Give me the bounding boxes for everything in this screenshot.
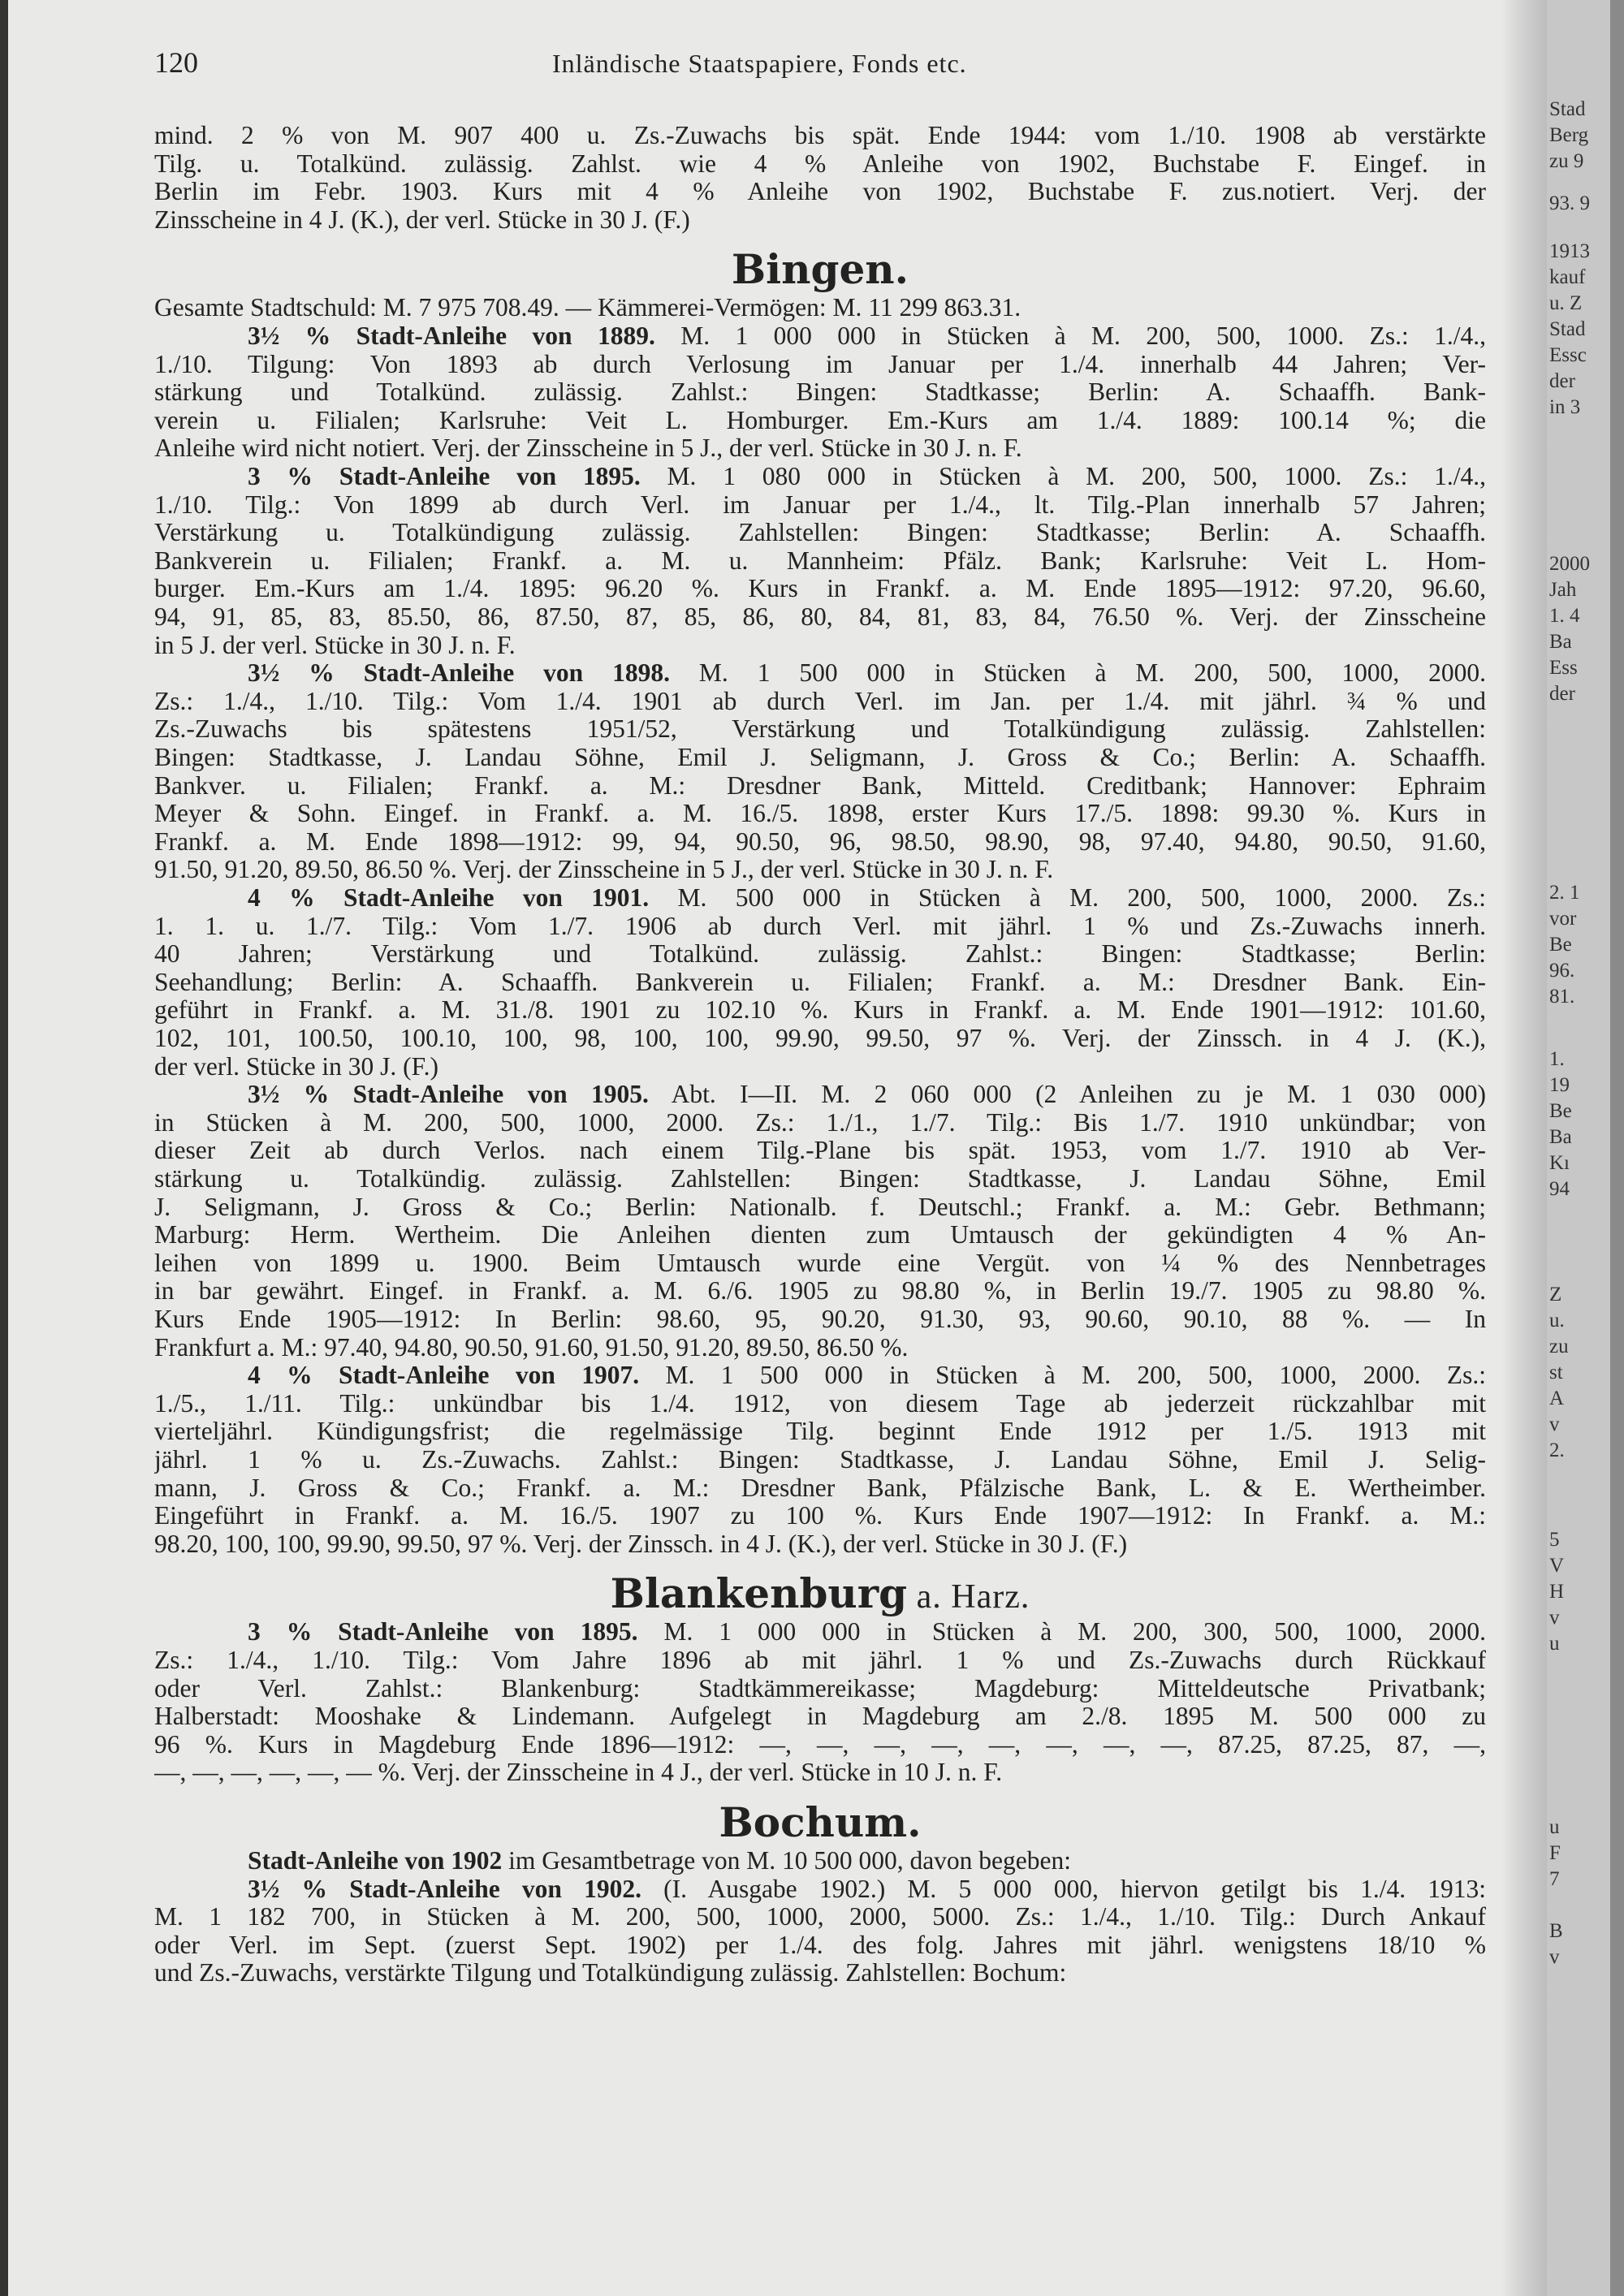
text-line: Bankverein u. Filialen; Frankf. a. M. u. Mannheim: Pfälz. Bank; Karlsruhe: Veit L. Hom- — [154, 547, 1486, 575]
adjacent-page-fragment: Stad — [1549, 318, 1586, 340]
adjacent-page-fragment: H — [1549, 1581, 1565, 1603]
text-line: dieser Zeit ab durch Verlos. nach einem Tilg.-Plane bis spät. 1953, vom 1./7. 1910 ab Ver- — [154, 1137, 1486, 1164]
text-line: jährl. 1 % u. Zs.-Zuwachs. Zahlst.: Bingen: Stadtkasse, J. Landau Söhne, Emil J. Selig- — [154, 1446, 1486, 1474]
text-line: mind. 2 % von M. 907 400 u. Zs.-Zuwachs bis spät. Ende 1944: vom 1./10. 1908 ab verstärkte — [154, 122, 1486, 149]
loan-title: 3 % Stadt-Anleihe von 1895. — [248, 1618, 638, 1646]
text-line: mann, J. Gross & Co.; Frankf. a. M.: Dresdner Bank, Pfälzische Bank, L. & E. Wertheimber. — [154, 1474, 1486, 1502]
adjacent-page-fragment: kauf — [1549, 266, 1586, 288]
text-line: 98.20, 100, 100, 99.90, 99.50, 97 %. Verj. der Zinssch. in 4 J. (K.), der verl. Stücke in 30 J. (F.) — [154, 1530, 1128, 1558]
loan-text: M. 1 500 000 in Stücken à M. 200, 500, 1000, 2000. Zs.: — [639, 1362, 1486, 1389]
text-line: M. 1 182 700, in Stücken à M. 200, 500, 1000, 2000, 5000. Zs.: 1./4., 1./10. Tilg.: Durch Ankauf — [154, 1903, 1486, 1931]
text-line: Marburg: Herm. Wertheim. Die Anleihen dienten zum Umtausch der gekündigten 4 % An- — [154, 1221, 1486, 1249]
text-line: 1. 1. u. 1./7. Tilg.: Vom 1./7. 1906 ab durch Verl. mit jährl. 1 % und Zs.-Zuwachs innerh. — [154, 913, 1486, 940]
loan-text: im Gesamtbetrage von M. 10 500 000, davon begeben: — [502, 1847, 1072, 1875]
text-line: J. Seligmann, J. Gross & Co.; Berlin: Nationalb. f. Deutschl.; Frankf. a. M.: Gebr. Bethmann; — [154, 1193, 1486, 1221]
text-line: stärkung u. Totalkündig. zulässig. Zahlstellen: Bingen: Stadtkasse, J. Landau Söhne, Emil — [154, 1165, 1486, 1193]
text-line: Meyer & Sohn. Eingef. in Frankf. a. M. 16./5. 1898, erster Kurs 17./5. 1898: 99.30 %. Kurs in — [154, 800, 1486, 827]
adjacent-page-fragment: 5 — [1549, 1529, 1560, 1551]
text-line: Zs.: 1./4., 1./10. Tilg.: Vom 1./4. 1901 ab durch Verl. im Jan. per 1./4. mit jährl. ¾ % und — [154, 688, 1486, 715]
text-line: Frankfurt a. M.: 97.40, 94.80, 90.50, 91.60, 91.50, 91.20, 89.50, 86.50 %. — [154, 1334, 909, 1362]
loan-entry — [248, 1362, 1486, 1389]
loan-text: Abt. I—II. M. 2 060 000 (2 Anleihen zu je M. 1 030 000) — [648, 1081, 1486, 1108]
text-line: 1./10. Tilgung: Von 1893 ab durch Verlosung im Januar per 1./4. innerhalb 44 Jahren; Ver- — [154, 351, 1486, 378]
loan-entry — [248, 1875, 1486, 1903]
text-line: Zinsscheine in 4 J. (K.), der verl. Stücke in 30 J. (F.) — [154, 206, 690, 234]
text-line: Kurs Ende 1905—1912: In Berlin: 98.60, 95, 90.20, 91.30, 93, 90.60, 90.10, 88 %. — In — [154, 1306, 1486, 1333]
city-heading — [154, 1569, 1486, 1618]
text-line: 1./5., 1./11. Tilg.: unkündbar bis 1./4. 1912, von diesem Tage ab jederzeit rückzahlbar mit — [154, 1390, 1486, 1418]
adjacent-page-fragment: vor — [1549, 908, 1577, 930]
text-line: 96 %. Kurs in Magdeburg Ende 1896—1912: —, —, —, —, —, —, —, —, 87.25, 87.25, 87, —, — [154, 1731, 1486, 1759]
loan-title: 4 % Stadt-Anleihe von 1907. — [248, 1362, 640, 1389]
adjacent-page-fragment: v — [1549, 1413, 1560, 1435]
adjacent-page-fragment: Ess — [1549, 657, 1578, 679]
loan-entry — [248, 884, 1486, 912]
adjacent-page-fragment: A — [1549, 1388, 1565, 1409]
adjacent-page-fragment: 1. — [1549, 1048, 1565, 1070]
adjacent-page-fragment: Be — [1549, 1100, 1572, 1122]
adjacent-page-fragment: der — [1549, 683, 1575, 705]
adjacent-page-fragment: 2. 1 — [1549, 882, 1580, 904]
adjacent-page-fragment: u. Z — [1549, 292, 1583, 314]
adjacent-page-fragment: Berg — [1549, 124, 1589, 146]
city-name: Blankenburg — [610, 1569, 908, 1617]
text-line: der verl. Stücke in 30 J. (F.) — [154, 1053, 439, 1081]
adjacent-page-fragment: Stad — [1549, 98, 1586, 120]
adjacent-page-fragment: F — [1549, 1842, 1561, 1864]
text-line: 1./10. Tilg.: Von 1899 ab durch Verl. im Januar per 1./4., lt. Tilg.-Plan innerhalb 57 Jahren; — [154, 491, 1486, 519]
text-line: in Stücken à M. 200, 500, 1000, 2000. Zs.: 1./1., 1./7. Tilg.: Bis 1./7. 1910 unkündbar; von — [154, 1109, 1486, 1137]
adjacent-page-fragment: st — [1549, 1362, 1563, 1383]
running-title: Inländische Staatspapiere, Fonds etc. — [552, 49, 967, 78]
adjacent-page-fragment: Z — [1549, 1284, 1562, 1306]
text-line: Gesamte Stadtschuld: M. 7 975 708.49. — Kämmerei-Vermögen: M. 11 299 863.31. — [154, 294, 1021, 322]
running-header — [154, 45, 1486, 86]
loan-text: M. 1 000 000 in Stücken à M. 200, 500, 1000. Zs.: 1./4., — [654, 322, 1486, 350]
loan-entry — [248, 463, 1486, 490]
adjacent-page-fragment: zu 9 — [1549, 150, 1584, 172]
loan-text: M. 1 500 000 in Stücken à M. 200, 500, 1000, 2000. — [669, 659, 1486, 687]
text-line: in bar gewährt. Eingef. in Frankf. a. M. 6./6. 1905 zu 98.80 %, in Berlin 19./7. 1905 zu 98.80 %. — [154, 1277, 1486, 1305]
text-line: Bankver. u. Filialen; Frankf. a. M.: Dresdner Bank, Mitteld. Creditbank; Hannover: Ephraim — [154, 772, 1486, 800]
adjacent-page-fragment: 19 — [1549, 1074, 1570, 1096]
text-line: Tilg. u. Totalkünd. zulässig. Zahlst. wie 4 % Anleihe von 1902, Buchstabe F. Eingef. in — [154, 150, 1486, 178]
loan-title: 3½ % Stadt-Anleihe von 1902. — [248, 1875, 641, 1903]
adjacent-page-fragment: Essc — [1549, 344, 1587, 366]
adjacent-page-fragment: Jah — [1549, 579, 1577, 601]
adjacent-page-fragment: v — [1549, 1607, 1560, 1629]
adjacent-page-fragment: 7 — [1549, 1868, 1560, 1890]
loan-title: 3 % Stadt-Anleihe von 1895. — [248, 463, 641, 490]
loan-entry — [248, 1081, 1486, 1108]
adjacent-page-fragment: u. — [1549, 1310, 1565, 1331]
adjacent-page-fragment: 93. 9 — [1549, 192, 1590, 214]
page-number: 120 — [154, 46, 198, 79]
text-line: in 5 J. der verl. Stücke in 30 J. n. F. — [154, 632, 516, 659]
city-heading — [154, 245, 1486, 294]
text-line: burger. Em.-Kurs am 1./4. 1895: 96.20 %. Kurs in Frankf. a. M. Ende 1895—1912: 97.20, 96.60, — [154, 575, 1486, 602]
text-line: Berlin im Febr. 1903. Kurs mit 4 % Anleihe von 1902, Buchstabe F. zus.notiert. Verj. der — [154, 178, 1486, 205]
text-line: stärkung und Totalkünd. zulässig. Zahlst.: Bingen: Stadtkasse; Berlin: A. Schaaffh. Bank- — [154, 378, 1486, 406]
adjacent-page-fragment: 1. 4 — [1549, 605, 1580, 627]
text-line: verein u. Filialen; Karlsruhe: Veit L. Homburger. Em.-Kurs am 1./4. 1889: 100.14 %; die — [154, 407, 1486, 434]
city-name: Bingen. — [731, 245, 909, 293]
adjacent-page-strip — [1547, 0, 1624, 2296]
loan-entry — [248, 659, 1486, 687]
city-name: Bochum. — [719, 1798, 922, 1846]
adjacent-page-fragment: in 3 — [1549, 396, 1581, 418]
text-line: oder Verl. im Sept. (zuerst Sept. 1902) per 1./4. des folg. Jahres mit jährl. wenigstens 18/10 % — [154, 1931, 1486, 1959]
text-line: vierteljährl. Kündigungsfrist; die regelmässige Tilg. beginnt Ende 1912 per 1./5. 1913 mit — [154, 1418, 1486, 1445]
loan-entry — [248, 1847, 1486, 1875]
text-line: Seehandlung; Berlin: A. Schaaffh. Bankverein u. Filialen; Frankf. a. M.: Dresdner Bank. Ein- — [154, 969, 1486, 996]
adjacent-page-fragment: Be — [1549, 934, 1572, 956]
city-heading — [154, 1798, 1486, 1847]
adjacent-page-fragment: Kı — [1549, 1152, 1570, 1174]
adjacent-page-fragment: Ba — [1549, 631, 1572, 653]
text-line: Zs.: 1./4., 1./10. Tilg.: Vom Jahre 1896 ab mit jährl. 1 % und Zs.-Zuwachs durch Rückkauf — [154, 1646, 1486, 1674]
adjacent-page-fragment: u — [1549, 1633, 1560, 1655]
adjacent-page-fragment: Ba — [1549, 1126, 1572, 1148]
text-line: Verstärkung u. Totalkündigung zulässig. Zahlstellen: Bingen: Stadtkasse; Berlin: A. Schaaffh. — [154, 519, 1486, 546]
text-line: leihen von 1899 u. 1900. Beim Umtausch wurde eine Vergüt. von ¼ % des Nennbetrages — [154, 1249, 1486, 1277]
loan-title: 4 % Stadt-Anleihe von 1901. — [248, 884, 650, 912]
adjacent-page-fragment: 2. — [1549, 1439, 1565, 1461]
text-line: und Zs.-Zuwachs, verstärkte Tilgung und Totalkündigung zulässig. Zahlstellen: Bochum: — [154, 1959, 1067, 1987]
adjacent-page-fragment: zu — [1549, 1336, 1569, 1357]
text-line: —, —, —, —, —, — %. Verj. der Zinsscheine in 4 J., der verl. Stücke in 10 J. n. F. — [154, 1759, 1003, 1786]
loan-text: M. 1 080 000 in Stücken à M. 200, 500, 1000. Zs.: 1./4., — [640, 463, 1486, 490]
adjacent-page-fragment: V — [1549, 1555, 1565, 1577]
adjacent-page-fragment: 94 — [1549, 1178, 1570, 1200]
text-line: oder Verl. Zahlst.: Blankenburg: Stadtkämmereikasse; Magdeburg: Mitteldeutsche Privatbank; — [154, 1675, 1486, 1703]
adjacent-page-fragment: 1913 — [1549, 240, 1590, 262]
loan-text: (I. Ausgabe 1902.) M. 5 000 000, hiervon getilgt bis 1./4. 1913: — [641, 1875, 1486, 1903]
text-line: Eingeführt in Frankf. a. M. 16./5. 1907 zu 100 %. Kurs Ende 1907—1912: In Frankf. a. M.: — [154, 1502, 1486, 1530]
adjacent-page-fragment: 96. — [1549, 960, 1575, 982]
adjacent-page-fragment: v — [1549, 1946, 1560, 1968]
text-line: Anleihe wird nicht notiert. Verj. der Zinsscheine in 5 J., der verl. Stücke in 30 J. n. F. — [154, 434, 1022, 462]
text-line: 102, 101, 100.50, 100.10, 100, 98, 100, 100, 99.90, 99.50, 97 %. Verj. der Zinssch. in 4 J. (K.), — [154, 1025, 1486, 1052]
adjacent-page-fragment: u — [1549, 1816, 1560, 1838]
loan-text: M. 1 000 000 in Stücken à M. 200, 300, 500, 1000, 2000. — [637, 1618, 1486, 1646]
text-line: Halberstadt: Mooshake & Lindemann. Aufgelegt in Magdeburg am 2./8. 1895 M. 500 000 zu — [154, 1703, 1486, 1730]
text-line: Zs.-Zuwachs bis spätestens 1951/52, Verstärkung und Totalkündigung zulässig. Zahlstellen: — [154, 715, 1486, 743]
loan-title: Stadt-Anleihe von 1902 — [248, 1847, 503, 1875]
text-line: 91.50, 91.20, 89.50, 86.50 %. Verj. der Zinsscheine in 5 J., der verl. Stücke in 30 J. n. F. — [154, 856, 1054, 883]
adjacent-page-fragment: 2000 — [1549, 553, 1590, 575]
text-line: geführt in Frankf. a. M. 31./8. 1901 zu 102.10 %. Kurs in Frankf. a. M. Ende 1901—1912: 101.60, — [154, 996, 1486, 1024]
text-line: Frankf. a. M. Ende 1898—1912: 99, 94, 90.50, 96, 98.50, 98.90, 98, 97.40, 94.80, 90.50, 91.60, — [154, 828, 1486, 856]
loan-title: 3½ % Stadt-Anleihe von 1898. — [248, 659, 670, 687]
adjacent-page-fragment: 81. — [1549, 986, 1575, 1008]
loan-title: 3½ % Stadt-Anleihe von 1889. — [248, 322, 655, 350]
loan-text: M. 500 000 in Stücken à M. 200, 500, 1000, 2000. Zs.: — [649, 884, 1486, 912]
page-gutter — [1501, 0, 1549, 2296]
loan-title: 3½ % Stadt-Anleihe von 1905. — [248, 1081, 649, 1108]
text-line: Bingen: Stadtkasse, J. Landau Söhne, Emil J. Seligmann, J. Gross & Co.; Berlin: A. Schaaffh. — [154, 744, 1486, 771]
adjacent-page-fragment: der — [1549, 370, 1575, 392]
loan-entry — [248, 322, 1486, 350]
text-line: 40 Jahren; Verstärkung und Totalkünd. zulässig. Zahlst.: Bingen: Stadtkasse; Berlin: — [154, 940, 1486, 968]
city-suffix: a. Harz. — [907, 1578, 1030, 1616]
text-line: 94, 91, 85, 83, 85.50, 86, 87.50, 87, 85, 86, 80, 84, 81, 83, 84, 76.50 %. Verj. der Zinsscheine — [154, 603, 1486, 631]
loan-entry — [248, 1618, 1486, 1646]
adjacent-page-fragment: B — [1549, 1920, 1563, 1942]
